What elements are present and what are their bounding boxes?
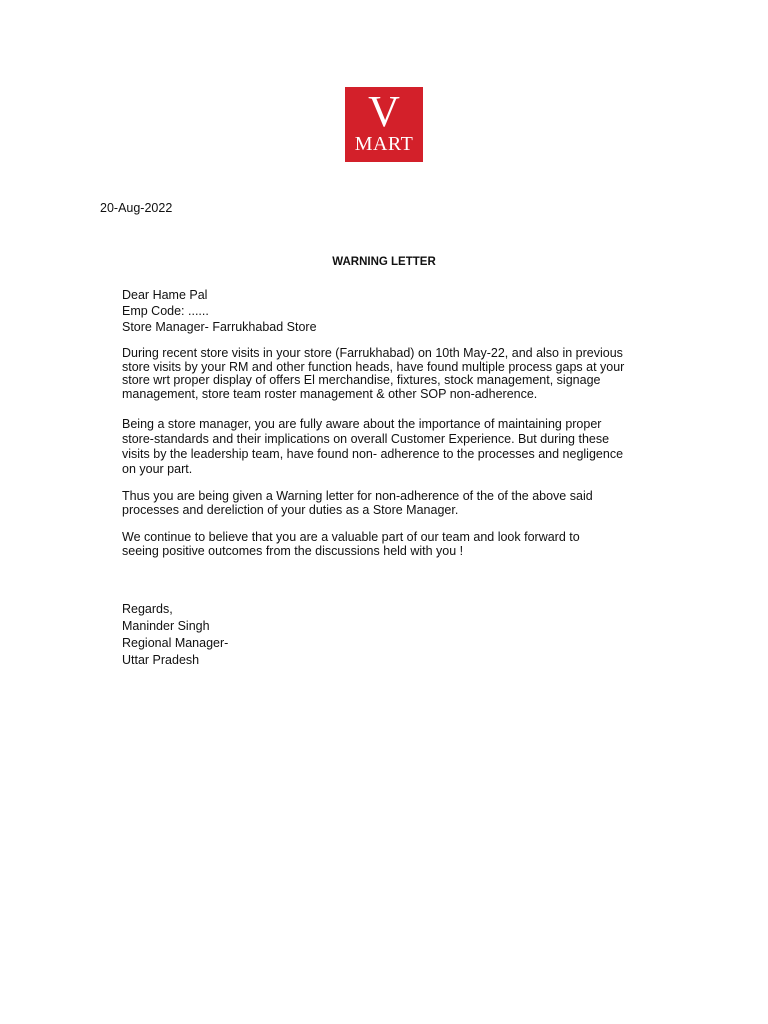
paragraph-line: visits by the leadership team, have found non- adherence to the processes and negligence [122,447,624,461]
paragraph-line: store visits by your RM and other function heads, have found multiple process gaps at your [122,359,625,374]
signatory-name: Maninder Singh [122,619,210,633]
signatory-title: Regional Manager- [122,636,229,650]
paragraph-line: store wrt proper display of offers El merchandise, fixtures, stock management, signage [122,373,601,387]
letter-heading: WARNING LETTER [332,256,436,268]
paragraph-line: management, store team roster management & other SOP non-adherence. [122,386,538,401]
paragraph-responsibility [122,417,657,477]
paragraph-store-visits [122,347,657,401]
designation: Store Manager- Farrukhabad Store [122,320,317,334]
logo-word: MART [354,133,414,155]
paragraph-line: During recent store visits in your store (Farrukhabad) on 10th May-22, and also in previous [122,346,623,360]
emp-code: Emp Code: ...... [122,304,209,318]
paragraph-line: seeing positive outcomes from the discussions held with you ! [122,544,464,558]
recipient-block [122,287,657,335]
paragraph-line: store-standards and their implications on overall Customer Experience. But during these [122,432,610,446]
closing: Regards, [122,602,173,616]
letter-date: 20-Aug-2022 [100,201,173,215]
salutation: Dear Hame Pal [122,288,208,302]
paragraph-line: We continue to believe that you are a valuable part of our team and look forward to [122,530,580,544]
paragraph-closing [122,530,657,558]
signatory-region: Uttar Pradesh [122,653,200,667]
paragraph-line: Being a store manager, you are fully aware about the importance of maintaining proper [122,417,602,431]
paragraph-line: Thus you are being given a Warning letter for non-adherence of the of the above said [122,489,593,503]
paragraph-line: processes and dereliction of your duties as a Store Manager. [122,503,459,517]
paragraph-line: on your part. [122,462,193,476]
signature-block [122,601,657,669]
paragraph-warning [122,489,657,517]
vmart-logo [345,87,423,162]
logo-letter: V [368,87,400,136]
